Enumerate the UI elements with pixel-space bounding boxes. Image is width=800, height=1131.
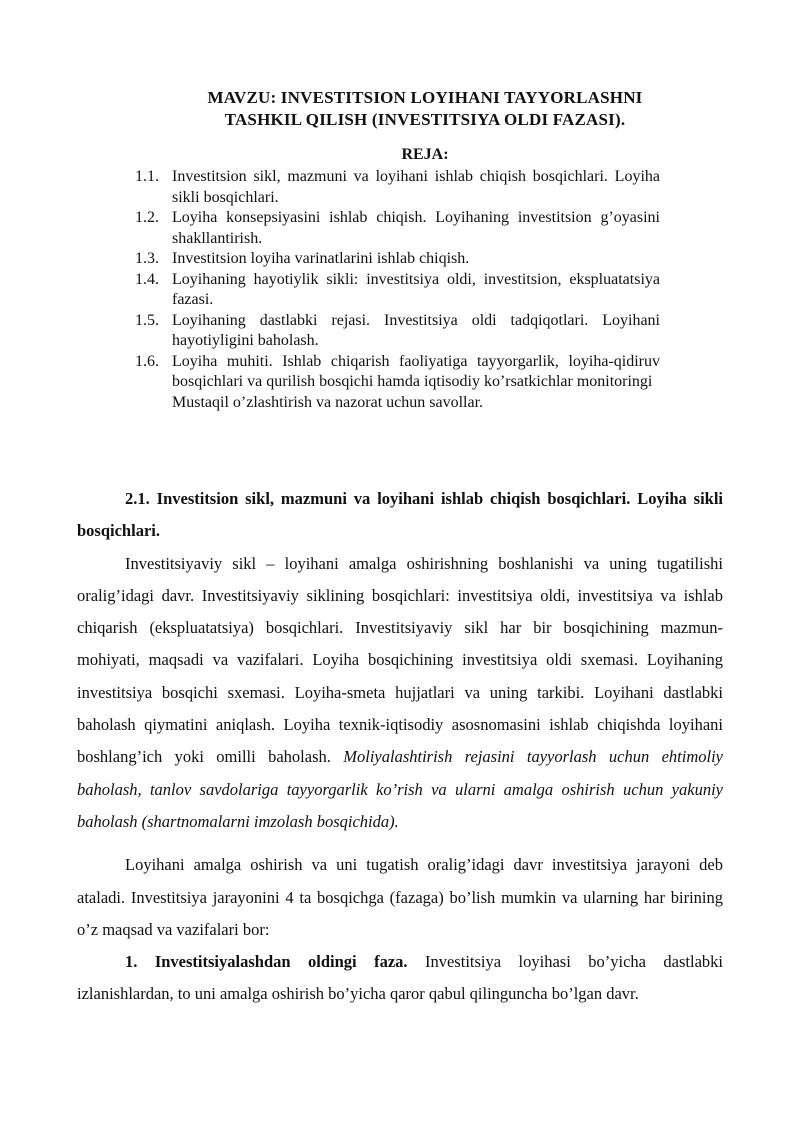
plan-item-number: 1.2.: [135, 209, 159, 226]
plan-item: [135, 249, 660, 270]
plan-item-text: Investitsion loyiha varinatlarini ishlab chiqish.: [172, 250, 470, 267]
plan-item-number: 1.4.: [135, 270, 159, 288]
plan-item-number: 1.5.: [135, 311, 159, 329]
title-line-1: MAVZU: INVESTITSION LOYIHANI TAYYORLASHNI: [207, 88, 643, 107]
paragraph-3: [77, 946, 723, 1011]
plan-item-number: 1.1.: [135, 168, 159, 185]
plan-item-text: Loyiha muhiti. Ishlab chiqarish faoliyatiga tayyorgarlik, loyiha-qidiruv bosqichlari va qurilish bosqichi hamda iqtisodiy ko’rsatkichlar monitoringi: [172, 352, 660, 390]
phase-heading: 1. Investitsiyalashdan oldingi faza.: [125, 952, 408, 972]
plan-item-text: Loyihaning hayotiylik sikli: investitsiya oldi, investitsion, ekspluatatsiya fazasi.: [172, 270, 660, 308]
plan-list: [135, 167, 660, 413]
paragraph-2: Loyihani amalga oshirish va uni tugatish oralig’idagi davr investitsiya jarayoni deb ataladi. Investitsiya jarayonini 4 ta bosqichga (fazaga) bo’lish mumkin va ularning har birining o’z maqsad va vazifalari bor:: [77, 855, 723, 939]
paragraph-1: [77, 548, 723, 839]
plan-item: [135, 167, 660, 208]
plan-item: [135, 208, 660, 249]
title-line-2: TASHKIL QILISH (INVESTITSIYA OLDI FAZASI).: [224, 110, 626, 129]
plan-item-number: 1.3.: [135, 250, 159, 267]
document-body: [77, 483, 723, 1011]
paragraph-1-italic-text: Moliyalashtirish rejasini tayyorlash uchun ehtimoliy baholash, tanlov savdolariga tayyorgarlik ko’rish va ularni amalga oshirish uchun yakuniy baholash (shartnomalarni imzolash bosqichida).: [77, 747, 724, 831]
paragraph-1-text: Investitsiyaviy sikl – loyihani amalga oshirishning boshlanishi va uning tugatilishi oralig’idagi davr. Investitsiyaviy siklining bosqichlari: investitsiya oldi, investitsiya va ishlab chiqarish (ekspluatatsiya) bosqichlari. Investitsiyaviy sikl har bir bosqichining mazmun-mohiyati, maqsadi va vazifalari. Loyiha bosqichining investitsiya oldi sxemasi. Loyihaning investitsiya bosqichi sxemasi. Loyiha-smeta hujjatlari va uning tarkibi. Loyihani dastlabki baholash qiymatini aniqlash. Loyiha texnik-iqtisodiy asosnomasini ishlab chiqishda loyihani boshlang’ich yoki omilli baholash.: [77, 553, 723, 767]
plan-item-text: Investitsion sikl, mazmuni va loyihani ishlab chiqish bosqichlari. Loyiha sikli bosqichlari.: [172, 168, 660, 206]
plan-item-number: 1.6.: [135, 352, 159, 370]
plan-item-text: Loyiha konsepsiyasini ishlab chiqish. Loyihaning investitsion g’oyasini shakllantirish.: [172, 209, 660, 247]
plan-item: [135, 352, 660, 393]
plan-item: [135, 270, 660, 311]
document-title: [120, 87, 730, 131]
paragraph-3-text: Investitsiya loyihasi bo’yicha dastlabki izlanishlardan, to uni amalga oshirish bo’yicha qaror qabul qilinguncha bo’lgan davr.: [77, 952, 723, 1004]
section-heading: 2.1. Investitsion sikl, mazmuni va loyihani ishlab chiqish bosqichlari. Loyiha sikli bosqichlari.: [77, 489, 723, 541]
plan-item: [135, 311, 660, 352]
plan-tail: Mustaqil o’zlashtirish va nazorat uchun savollar.: [172, 393, 484, 411]
plan-heading: REJA:: [401, 146, 449, 163]
plan-item-text: Loyihaning dastlabki rejasi. Investitsiya oldi tadqiqotlari. Loyihani hayotiyligini baholash.: [172, 311, 660, 349]
